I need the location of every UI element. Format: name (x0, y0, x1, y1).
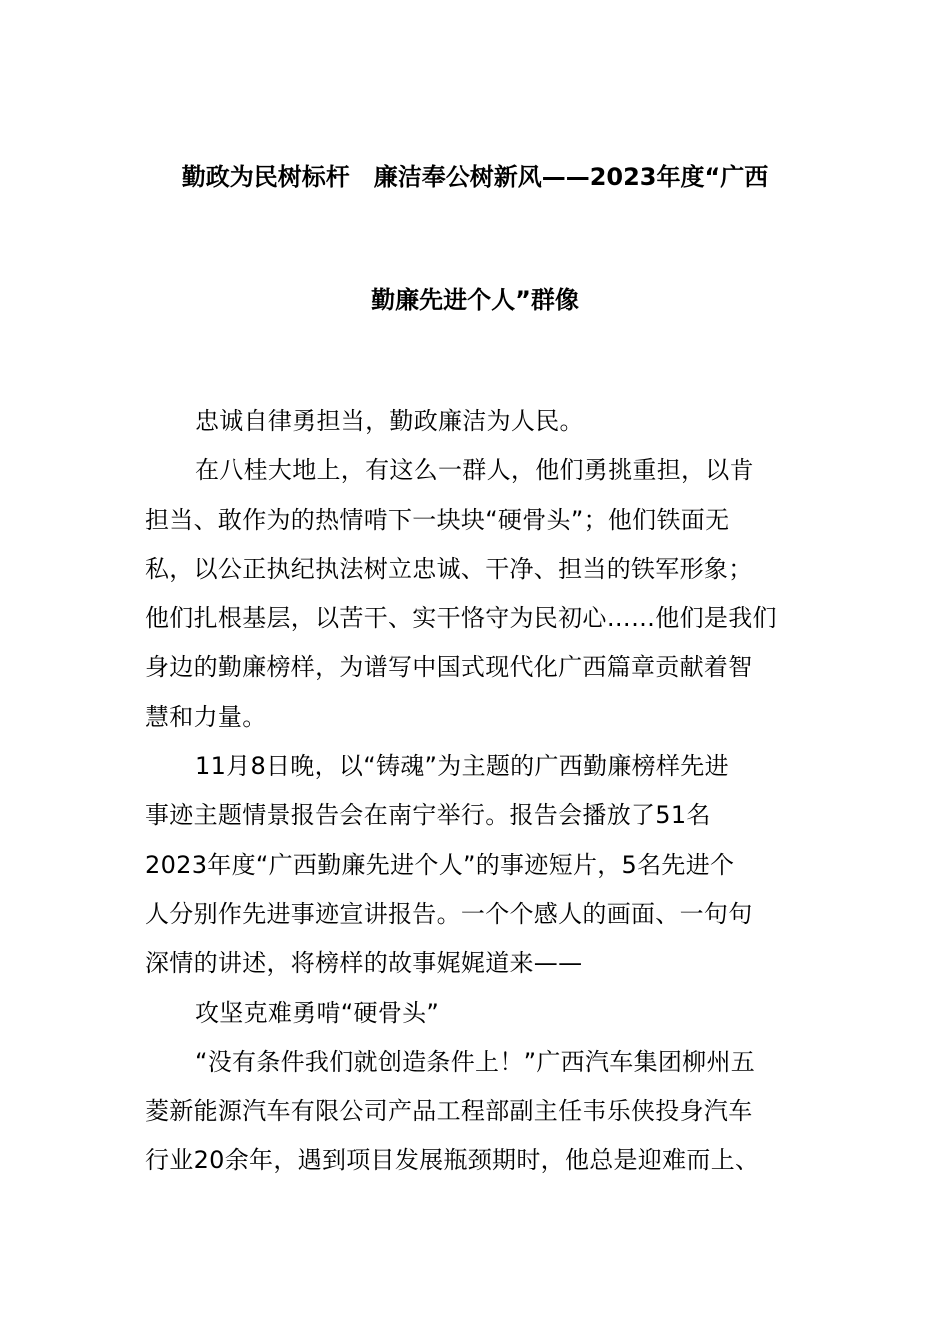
paragraph-line: “没有条件我们就创造条件上！”广西汽车集团柳州五 (195, 1047, 756, 1076)
paragraph-line: 担当、敢作为的热情啃下一块块“硬骨头”；他们铁面无 (145, 505, 730, 534)
section-heading-text: 攻坚克难勇啃“硬骨头” (195, 998, 440, 1027)
paragraph-2 (145, 446, 810, 742)
document-body (145, 397, 810, 1186)
paragraph-line: 深情的讲述，将榜样的故事娓娓道来—— (145, 949, 583, 978)
paragraph-line: 忠诚自律勇担当，勤政廉洁为人民。 (195, 407, 584, 435)
document-title-line-2: 勤廉先进个人”群像 (371, 286, 579, 314)
paragraph-line: 慧和力量。 (145, 702, 267, 731)
paragraph-line: 事迹主题情景报告会在南宁举行。报告会播放了51名 (145, 801, 711, 830)
paragraph-line: 在八桂大地上，有这么一群人，他们勇挑重担，以肯 (195, 456, 754, 485)
document-title-line-1: 勤政为民树标杆 廉洁奉公树新风——2023年度“广西 (181, 163, 769, 191)
paragraph-line: 11月8日晚，以“铸魂”为主题的广西勤廉榜样先进 (195, 752, 729, 781)
paragraph-line: 2023年度“广西勤廉先进个人”的事迹短片，5名先进个 (145, 850, 735, 879)
paragraph-line: 菱新能源汽车有限公司产品工程部副主任韦乐侠投身汽车 (145, 1097, 753, 1126)
paragraph-line: 人分别作先进事迹宣讲报告。一个个感人的画面、一句句 (145, 899, 753, 928)
paragraph-line: 身边的勤廉榜样，为谱写中国式现代化广西篇章贡献着智 (145, 653, 753, 682)
paragraph-line: 他们扎根基层，以苦干、实干恪守为民初心……他们是我们 (145, 604, 777, 633)
paragraph-1 (145, 397, 810, 446)
paragraph-5 (145, 1038, 810, 1186)
paragraph-line: 私，以公正执纪执法树立忠诚、干净、担当的铁军形象； (145, 554, 753, 583)
paragraph-line: 行业20余年，遇到项目发展瓶颈期时，他总是迎难而上、 (145, 1146, 760, 1175)
paragraph-3 (145, 742, 810, 988)
section-heading (145, 989, 810, 1038)
